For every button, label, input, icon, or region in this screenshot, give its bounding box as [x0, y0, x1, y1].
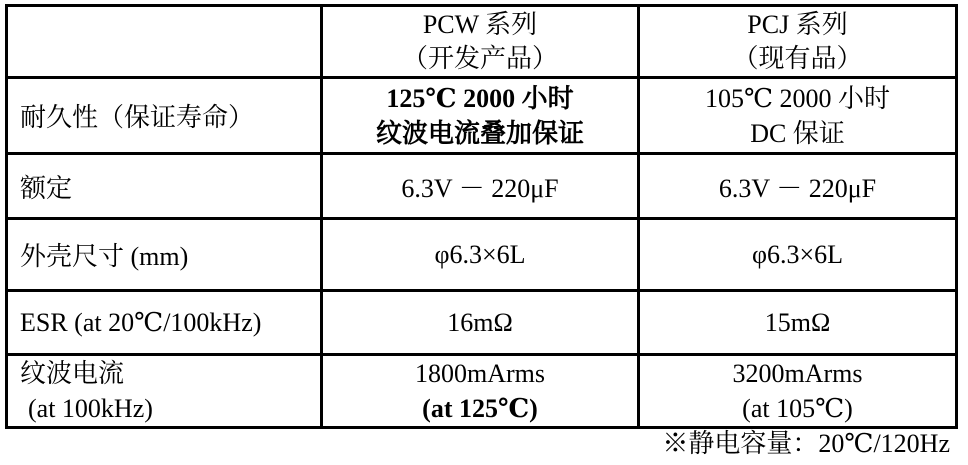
- ripple-label-line1: 纹波电流: [20, 359, 125, 388]
- ripple-current-label: [7, 355, 322, 428]
- ripple-pcj-line2: (at 105℃): [742, 394, 853, 423]
- ripple-pcw-line2: (at 125℃): [422, 394, 538, 423]
- series-comparison-table: [5, 4, 958, 429]
- row-ripple-current: [7, 355, 957, 428]
- esr-pcj-cell: 15mΩ: [639, 291, 957, 355]
- ripple-pcw-cell: [322, 355, 639, 428]
- durability-pcj-line2: DC 保证: [750, 118, 845, 148]
- ripple-label-line2: (at 100kHz): [28, 394, 153, 423]
- ripple-pcw-line1: 1800mArms: [415, 359, 545, 388]
- rating-label: 额定: [7, 154, 322, 219]
- durability-pcj-line1: 105℃ 2000 小时: [704, 83, 891, 113]
- pcw-series-name: PCW 系列: [422, 9, 538, 39]
- durability-pcw-line2: 纹波电流叠加保证: [375, 118, 584, 148]
- header-empty-cell: [7, 6, 322, 78]
- durability-label: 耐久性（保证寿命）: [7, 78, 322, 154]
- header-pcw-series: [322, 6, 639, 78]
- ripple-pcj-line1: 3200mArms: [732, 359, 863, 388]
- esr-label: ESR (at 20℃/100kHz): [7, 291, 322, 355]
- row-esr: [7, 291, 957, 355]
- pcj-series-note: （现有品）: [732, 43, 863, 73]
- row-durability: [7, 78, 957, 154]
- case-size-pcw-cell: φ6.3×6L: [322, 219, 639, 291]
- durability-pcw-line1: 125℃ 2000 小时: [386, 83, 574, 113]
- case-size-pcj-cell: φ6.3×6L: [639, 219, 957, 291]
- durability-pcj-cell: [639, 78, 957, 154]
- esr-pcw-cell: 16mΩ: [322, 291, 639, 355]
- rating-pcw-cell: 6.3V － 220μF: [322, 154, 639, 219]
- pcw-series-note: （开发产品）: [401, 43, 558, 73]
- durability-pcw-cell: [322, 78, 639, 154]
- row-case-size: [7, 219, 957, 291]
- capacitance-condition-footnote: ※静电容量：20℃/120Hz: [662, 429, 950, 458]
- row-rating: [7, 154, 957, 219]
- rating-pcj-cell: 6.3V － 220μF: [639, 154, 957, 219]
- header-pcj-series: [639, 6, 957, 78]
- table-header-row: [7, 6, 957, 78]
- case-size-label: 外壳尺寸 (mm): [7, 219, 322, 291]
- ripple-pcj-cell: [639, 355, 957, 428]
- pcj-series-name: PCJ 系列: [747, 9, 848, 39]
